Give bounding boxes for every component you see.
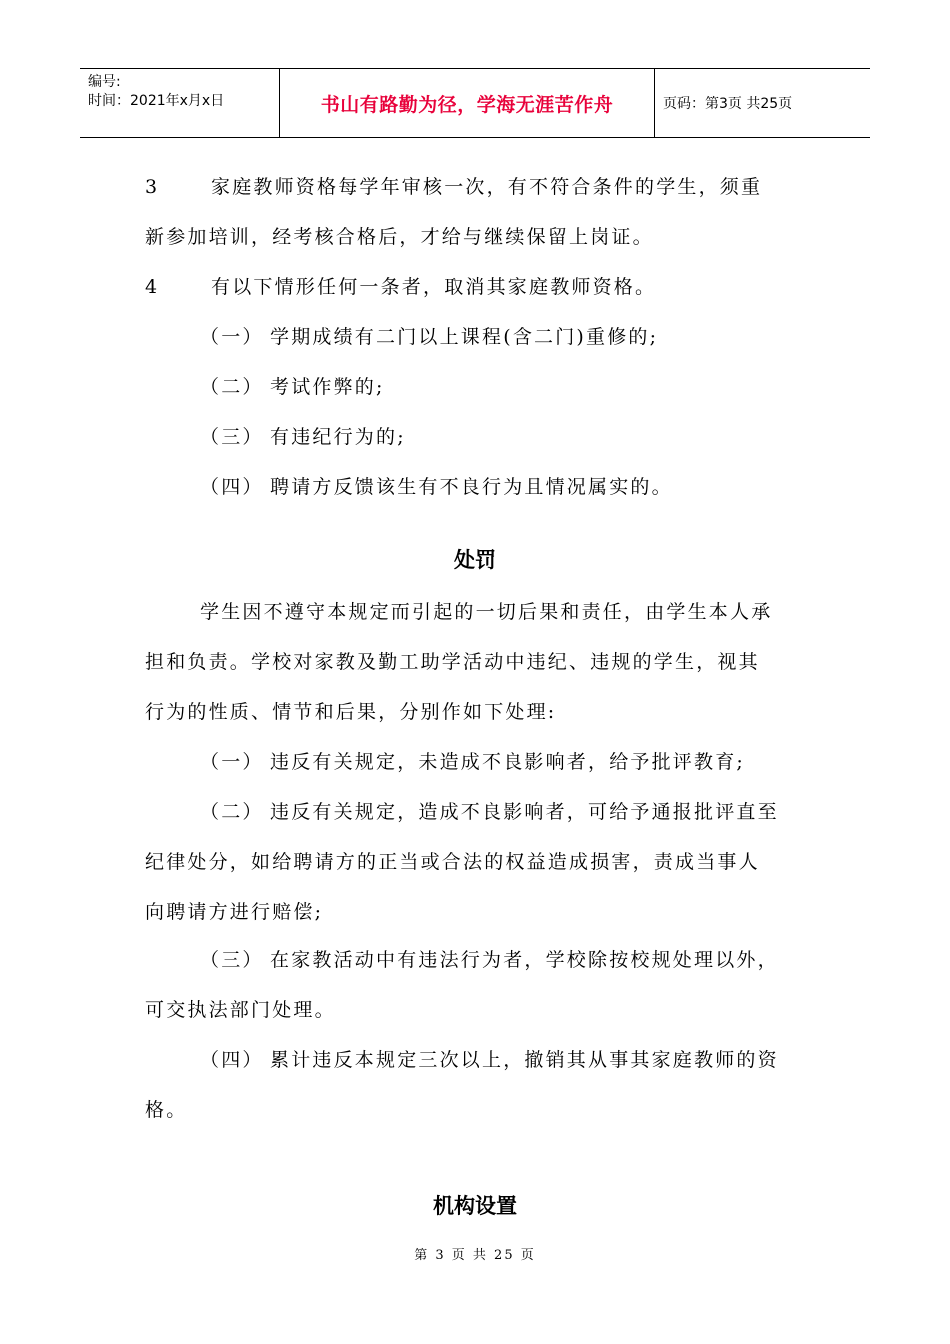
page-header bbox=[80, 68, 870, 138]
penalty-intro-line-1: 学生因不遵守本规定而引起的一切后果和责任，由学生本人承 bbox=[200, 601, 773, 623]
header-meta bbox=[80, 69, 280, 137]
item-3-line-1: 3 家庭教师资格每学年审核一次，有不符合条件的学生，须重 bbox=[145, 176, 763, 198]
section-title-organization: 机构设置 bbox=[433, 1194, 517, 1218]
sub-item-3: （三） 有违纪行为的; bbox=[200, 426, 406, 448]
section-title-penalty: 处罚 bbox=[454, 548, 496, 572]
penalty-item-3-line-2: 可交执法部门处理。 bbox=[145, 999, 336, 1021]
header-page-number: 页码：第3页 共25页 bbox=[663, 96, 793, 112]
penalty-item-2-line-2: 纪律处分，如给聘请方的正当或合法的权益造成损害，责成当事人 bbox=[145, 851, 760, 873]
sub-item-1: （一） 学期成绩有二门以上课程(含二门)重修的; bbox=[200, 326, 659, 348]
item-3-line-2: 新参加培训，经考核合格后，才给与继续保留上岗证。 bbox=[145, 226, 654, 248]
penalty-intro-line-3: 行为的性质、情节和后果，分别作如下处理: bbox=[145, 701, 557, 723]
item-3-number: 3 bbox=[145, 176, 160, 198]
date-label: 时间：2021年x月x日 bbox=[88, 93, 225, 109]
penalty-item-4-line-2: 格。 bbox=[145, 1099, 188, 1121]
penalty-item-1: （一） 违反有关规定，未造成不良影响者，给予批评教育; bbox=[200, 751, 746, 773]
item-4-number: 4 bbox=[145, 276, 160, 298]
item-4-line: 4 有以下情形任何一条者，取消其家庭教师资格。 bbox=[145, 276, 657, 298]
sub-item-2: （二） 考试作弊的; bbox=[200, 376, 385, 398]
penalty-item-2-line-3: 向聘请方进行赔偿; bbox=[145, 901, 324, 923]
page-footer: 第 3 页 共 25 页 bbox=[414, 1248, 536, 1263]
code-label: 编号: bbox=[88, 74, 121, 90]
sub-item-4: （四） 聘请方反馈该生有不良行为且情况属实的。 bbox=[200, 476, 673, 498]
penalty-item-2-line-1: （二） 违反有关规定，造成不良影响者，可给予通报批评直至 bbox=[200, 801, 779, 823]
penalty-intro-line-2: 担和负责。学校对家教及勤工助学活动中违纪、违规的学生，视其 bbox=[145, 651, 760, 673]
penalty-item-4-line-1: （四） 累计违反本规定三次以上，撤销其从事其家庭教师的资 bbox=[200, 1049, 779, 1071]
header-motto: 书山有路勤为径，学海无涯苦作舟 bbox=[280, 69, 655, 137]
penalty-item-3-line-1: （三） 在家教活动中有违法行为者，学校除按校规处理以外， bbox=[200, 949, 779, 971]
